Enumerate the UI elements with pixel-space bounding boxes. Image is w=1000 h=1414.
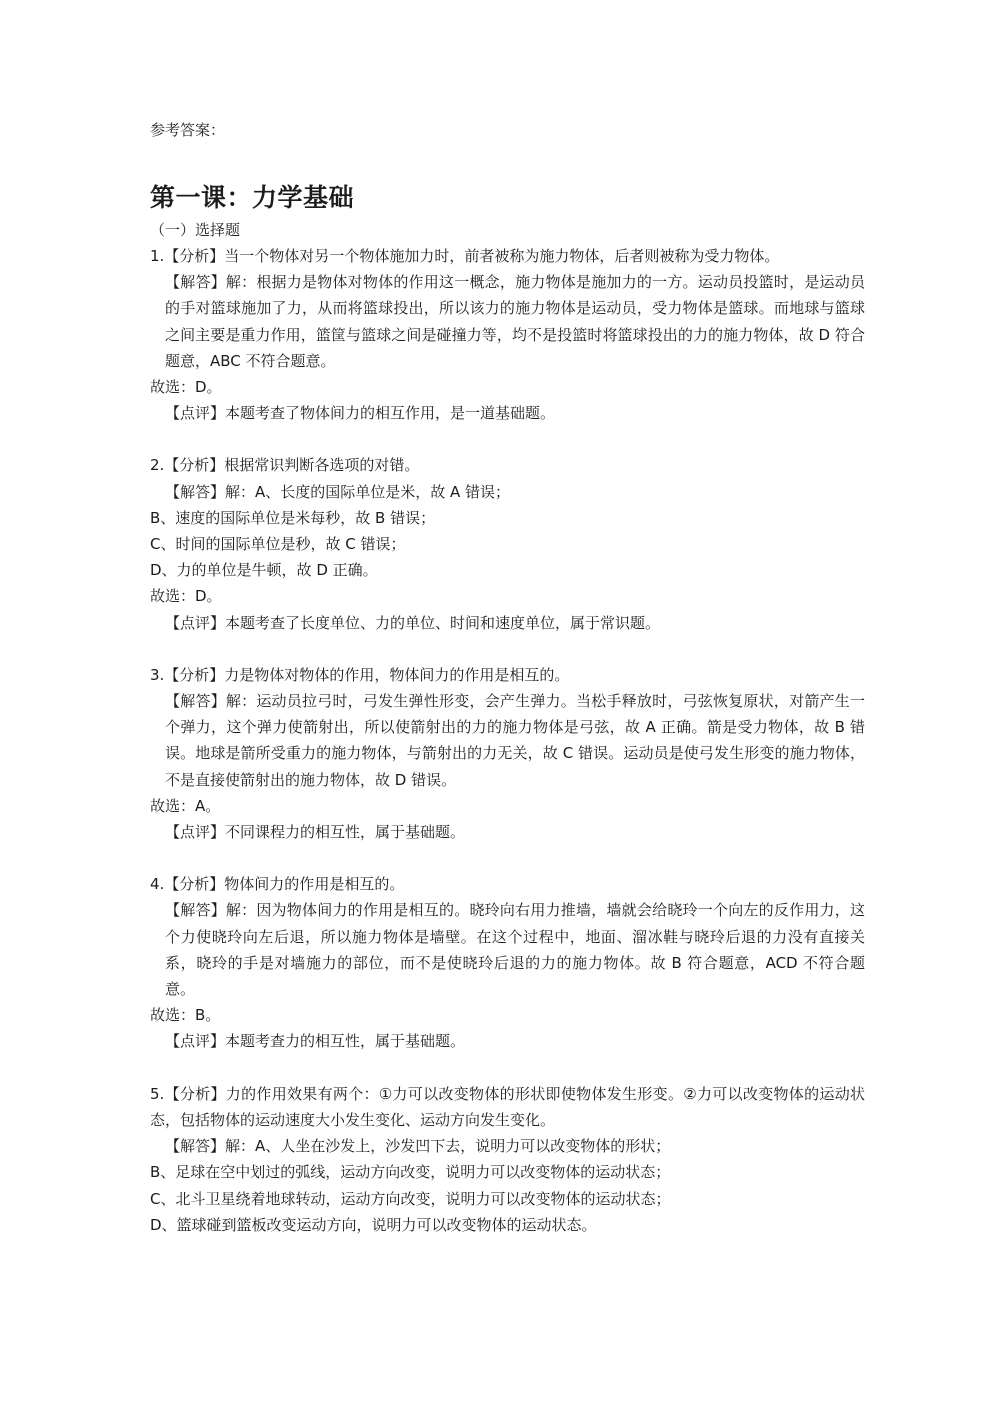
answer-page xyxy=(150,117,865,1264)
solution-text: 【解答】解：运动员拉弓时，弓发生弹性形变，会产生弹力。当松手释放时，弓弦恢复原状，对箭产生一个弹力，这个弹力使箭射出，所以使箭射出的力的施力物体是弓弦，故 A 正确。箭是受力物体，故 B 错误。地球是箭所受重力的施力物体，与箭射出的力无关，故 C 错误。运动员是使弓发生形变的施力物体，不是直接使箭射出的施力物体，故 D 错误。 xyxy=(165,692,865,789)
choice-text: 故选：D。 xyxy=(150,378,222,397)
choice-text: 故选：B。 xyxy=(150,1006,221,1025)
comment-text: 【点评】本题考查力的相互性，属于基础题。 xyxy=(165,1032,466,1051)
comment-text: 【点评】本题考查了物体间力的相互作用，是一道基础题。 xyxy=(165,404,556,423)
option-b-text: B、速度的国际单位是米每秒，故 B 错误； xyxy=(150,508,436,527)
section-heading: （一）选择题 xyxy=(150,221,241,239)
analysis-text: 4.【分析】物体间力的作用是相互的。 xyxy=(150,875,405,894)
reference-answer-label: 参考答案： xyxy=(150,121,226,139)
question-3 xyxy=(150,662,865,845)
analysis-text: 1.【分析】当一个物体对另一个物体施加力时，前者被称为施力物体，后者则被称为受力物体。 xyxy=(150,247,780,265)
analysis-text: 5.【分析】力的作用效果有两个：①力可以改变物体的形状即使物体发生形变。②力可以改变物体的运动状态，包括物体的运动速度大小发生变化、运动方向发生变化。 xyxy=(150,1084,865,1129)
comment-text: 【点评】本题考查了长度单位、力的单位、时间和速度单位，属于常识题。 xyxy=(165,613,661,632)
solution-text: 【解答】解：A、长度的国际单位是米，故 A 错误； xyxy=(165,482,511,501)
analysis-text: 2.【分析】根据常识判断各选项的对错。 xyxy=(150,456,420,475)
choice-text: 故选：A。 xyxy=(150,796,221,815)
option-d-text: D、力的单位是牛顿，故 D 正确。 xyxy=(150,561,378,580)
question-5 xyxy=(150,1081,865,1238)
comment-text: 【点评】不同课程力的相互性，属于基础题。 xyxy=(165,823,466,842)
question-4 xyxy=(150,871,865,1054)
solution-text: 【解答】解：A、人坐在沙发上，沙发凹下去，说明力可以改变物体的形状； xyxy=(165,1137,671,1156)
question-2 xyxy=(150,452,865,635)
lesson-title: 第一课：力学基础 xyxy=(150,183,355,212)
choice-text: 故选：D。 xyxy=(150,587,222,606)
option-c-text: C、时间的国际单位是秒，故 C 错误； xyxy=(150,535,406,554)
question-1 xyxy=(150,243,865,426)
analysis-text: 3.【分析】力是物体对物体的作用，物体间力的作用是相互的。 xyxy=(150,665,570,684)
option-d-text: D、篮球碰到篮板改变运动方向，说明力可以改变物体的运动状态。 xyxy=(150,1215,597,1234)
option-b-text: B、足球在空中划过的弧线，运动方向改变，说明力可以改变物体的运动状态； xyxy=(150,1163,671,1182)
solution-text: 【解答】解：因为物体间力的作用是相互的。晓玲向右用力推墙，墙就会给晓玲一个向左的反作用力，这个力使晓玲向左后退，所以施力物体是墙壁。在这个过程中，地面、溜冰鞋与晓玲后退的力没有直接关系，晓玲的手是对墙施力的部位，而不是使晓玲后退的力的施力物体。故 B 符合题意，ACD 不符合题意。 xyxy=(165,901,865,999)
solution-text: 【解答】解：根据力是物体对物体的作用这一概念，施力物体是施加力的一方。运动员投篮时，是运动员的手对篮球施加了力，从而将篮球投出，所以该力的施力物体是运动员，受力物体是篮球。而地球与篮球之间主要是重力作用，篮筐与篮球之间是碰撞力等，均不是投篮时将篮球投出的力的施力物体，故 D 符合题意，ABC 不符合题意。 xyxy=(165,273,865,370)
option-c-text: C、北斗卫星绕着地球转动，运动方向改变，说明力可以改变物体的运动状态； xyxy=(150,1189,671,1208)
